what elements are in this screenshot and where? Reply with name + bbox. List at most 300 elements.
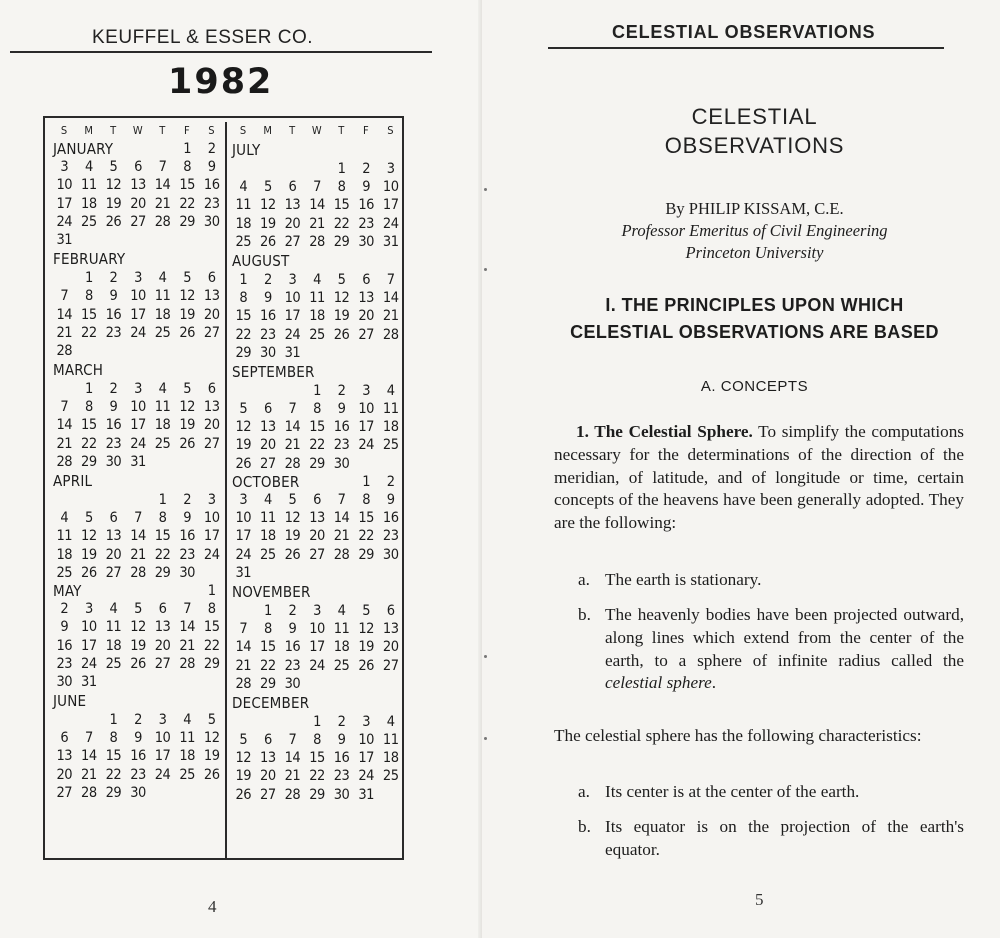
list-item	[578, 781, 964, 804]
calendar-day: 1	[109, 712, 118, 729]
calendar-month	[52, 582, 224, 691]
calendar-day: 16	[130, 748, 146, 765]
calendar-day: 4	[109, 601, 118, 618]
calendar-day: 13	[284, 197, 301, 214]
calendar-day: 2	[183, 492, 192, 508]
calendar-day: 25	[260, 546, 276, 563]
calendar-day: 7	[239, 621, 248, 638]
calendar-day: 13	[56, 748, 73, 765]
calendar-day: 15	[154, 528, 171, 545]
calendar-day: 30	[333, 455, 350, 472]
calendar-day: 31	[358, 786, 374, 803]
calendar-day: 15	[309, 419, 325, 436]
calendar-day: 12	[358, 621, 374, 638]
month-name: OCTOBER	[232, 472, 300, 491]
calendar-day: 22	[333, 215, 350, 232]
calendar-day: 6	[158, 601, 167, 618]
calendar-day: 1	[84, 381, 93, 398]
calendar-day: 1	[207, 582, 216, 599]
calendar-day: 15	[203, 619, 220, 636]
calendar-day: 26	[81, 564, 97, 581]
calendar-day: 26	[130, 655, 146, 672]
weekday-header: S	[208, 124, 216, 137]
calendar-day: 7	[386, 271, 395, 288]
calendar-day: 14	[56, 417, 73, 434]
calendar-day: 29	[333, 233, 350, 250]
calendar-day: 7	[288, 401, 297, 418]
calendar-day: 17	[81, 637, 97, 654]
calendar-day: 31	[235, 564, 252, 581]
month-name: SEPTEMBER	[232, 362, 315, 381]
calendar-day: 9	[337, 732, 346, 749]
calendar-day: 16	[333, 419, 350, 436]
calendar-day: 9	[337, 401, 346, 418]
calendar-day: 25	[309, 326, 325, 343]
calendar-day: 26	[235, 455, 252, 472]
list-marker: a.	[578, 570, 590, 589]
calendar-day: 22	[81, 435, 97, 452]
calendar-day: 9	[362, 179, 371, 196]
calendar-day: 11	[154, 288, 171, 305]
calendar-day: 14	[56, 306, 73, 323]
calendar-day: 11	[154, 399, 171, 416]
calendar-day: 28	[382, 326, 399, 343]
calendar-day: 1	[362, 473, 371, 490]
calendar-day: 22	[179, 195, 195, 212]
calendar-blank	[77, 491, 102, 509]
calendar-day: 20	[56, 766, 73, 783]
calendar-day: 24	[358, 768, 374, 785]
calendar-day: 28	[154, 213, 171, 230]
calendar-day: 23	[260, 326, 276, 343]
calendar-blank	[305, 160, 330, 178]
calendar-day: 12	[105, 177, 122, 194]
calendar-day: 9	[263, 290, 272, 307]
calendar-day: 6	[109, 510, 118, 527]
calendar-day: 8	[362, 492, 371, 508]
weekday-header-row	[52, 124, 224, 140]
calendar-day: 29	[358, 546, 374, 563]
running-head: KEUFFEL & ESSER CO.	[92, 27, 314, 48]
calendar-day: 19	[235, 437, 252, 454]
calendar-day: 14	[81, 748, 97, 765]
calendar-day-grid	[231, 382, 403, 473]
calendar-day: 8	[84, 399, 93, 416]
calendar-day: 2	[207, 141, 216, 157]
calendar-day: 21	[382, 308, 399, 325]
calendar-day: 2	[337, 713, 346, 730]
calendar-day: 28	[56, 342, 73, 359]
calendar-day: 14	[382, 290, 399, 307]
calendar-day: 11	[382, 732, 399, 749]
calendar-day: 15	[333, 197, 350, 214]
calendar-day: 18	[179, 748, 195, 765]
calendar-day: 10	[235, 510, 252, 527]
calendar-day: 11	[309, 290, 325, 307]
weekday-header: T	[289, 124, 296, 137]
section-heading-line: CELESTIAL OBSERVATIONS ARE BASED	[570, 322, 939, 342]
calendar-day: 14	[284, 750, 301, 767]
calendar-day: 15	[105, 748, 122, 765]
calendar-day: 19	[358, 639, 374, 656]
chapter-title	[482, 102, 1000, 160]
calendar-day: 28	[235, 675, 252, 692]
calendar-day: 28	[130, 564, 146, 581]
running-head: CELESTIAL OBSERVATIONS	[612, 22, 876, 42]
calendar-blank	[101, 491, 126, 509]
calendar-column-jan-jun	[52, 124, 224, 802]
calendar-day: 26	[358, 657, 374, 674]
calendar-day: 29	[81, 453, 97, 470]
calendar-day: 13	[105, 528, 122, 545]
calendar-day: 23	[105, 435, 122, 452]
calendar-divider	[225, 122, 227, 858]
list-item	[578, 816, 964, 862]
calendar-day: 20	[309, 528, 325, 545]
calendar-day: 26	[203, 766, 220, 783]
calendar-day: 10	[203, 510, 220, 527]
calendar-day-grid	[231, 160, 403, 251]
calendar-day: 21	[179, 637, 195, 654]
calendar-day: 25	[382, 437, 399, 454]
calendar-day: 6	[60, 730, 69, 747]
calendar-day: 8	[239, 290, 248, 307]
calendar-day: 11	[333, 621, 350, 638]
calendar-day: 3	[158, 712, 167, 729]
calendar-day: 12	[333, 290, 350, 307]
calendar-day: 10	[309, 621, 325, 638]
calendar-day: 5	[183, 381, 192, 398]
calendar-month	[231, 473, 403, 582]
calendar-month	[231, 251, 403, 362]
calendar-day: 6	[386, 602, 395, 619]
calendar-day: 10	[358, 732, 374, 749]
calendar-day: 1	[183, 141, 192, 157]
calendar-day: 26	[260, 233, 276, 250]
list-marker: a.	[578, 782, 590, 801]
calendar-day: 17	[382, 197, 399, 214]
calendar-day: 3	[207, 492, 216, 508]
calendar-month	[52, 471, 224, 582]
calendar-day-grid	[52, 140, 224, 249]
calendar-day: 24	[203, 546, 220, 563]
calendar-day: 13	[260, 750, 276, 767]
calendar-day: 15	[358, 510, 374, 527]
calendar-day: 5	[288, 492, 297, 508]
calendar-day: 23	[105, 324, 122, 341]
calendar-day: 22	[203, 637, 220, 654]
calendar-day-grid	[52, 380, 224, 471]
list-item-text: Its center is at the center of the earth.	[605, 782, 860, 801]
calendar-day: 10	[284, 290, 301, 307]
calendar-day: 21	[284, 768, 301, 785]
calendar-blank	[52, 380, 77, 398]
calendar-day: 19	[179, 417, 195, 434]
calendar-day: 19	[260, 215, 276, 232]
calendar-day: 25	[154, 324, 171, 341]
calendar-day: 4	[183, 712, 192, 729]
calendar-day: 11	[56, 528, 73, 545]
calendar-day: 22	[309, 437, 325, 454]
calendar-day: 20	[130, 195, 146, 212]
calendar-day: 30	[260, 344, 276, 361]
calendar-day: 18	[56, 546, 73, 563]
italic-term: celestial sphere	[605, 673, 712, 693]
calendar-day: 3	[288, 271, 297, 288]
calendar-day: 6	[263, 732, 272, 749]
calendar-day: 4	[313, 271, 321, 288]
header-rule	[10, 51, 432, 53]
calendar-day: 19	[235, 768, 252, 785]
month-name: APRIL	[53, 472, 93, 490]
calendar-day-grid	[231, 713, 403, 804]
calendar-month	[231, 693, 403, 804]
calendar-day: 27	[203, 435, 220, 452]
calendar-day: 24	[56, 213, 73, 230]
calendar-day: 20	[382, 639, 399, 656]
body-paragraph: The celestial sphere has the following characteristics:	[554, 726, 922, 745]
calendar-day: 13	[203, 288, 220, 305]
calendar-day: 8	[263, 621, 272, 638]
calendar-day: 24	[130, 324, 146, 341]
calendar-day: 19	[333, 308, 350, 325]
calendar-day: 22	[81, 324, 97, 341]
calendar-day: 30	[56, 673, 73, 690]
calendar-day-grid	[52, 711, 224, 802]
calendar-day: 5	[263, 179, 272, 196]
calendar-day: 14	[309, 197, 325, 214]
calendar-blank	[256, 713, 281, 731]
calendar-day: 30	[105, 453, 122, 470]
calendar-day: 6	[288, 179, 297, 196]
calendar-day: 27	[260, 786, 276, 803]
weekday-header: F	[184, 124, 191, 137]
calendar-day: 13	[382, 621, 399, 638]
calendar-day: 30	[203, 213, 220, 230]
calendar-day: 15	[81, 417, 97, 434]
calendar-day: 9	[386, 492, 395, 508]
weekday-header-row	[231, 124, 403, 140]
calendar-day: 22	[309, 768, 325, 785]
calendar-day: 31	[382, 233, 399, 250]
calendar-day: 16	[260, 308, 276, 325]
calendar-day: 19	[284, 528, 301, 545]
calendar-day: 3	[134, 381, 142, 398]
weekday-header: T	[338, 124, 345, 137]
calendar-day: 4	[239, 179, 248, 196]
month-name: MARCH	[53, 361, 104, 380]
paper-speck	[484, 268, 487, 271]
calendar-day: 21	[235, 657, 252, 674]
calendar-day: 12	[260, 197, 276, 214]
chapter-title-line: OBSERVATIONS	[664, 133, 845, 158]
calendar-day: 13	[358, 290, 374, 307]
calendar-day: 23	[130, 766, 146, 783]
calendar-day: 30	[358, 233, 374, 250]
page-number: 4	[208, 897, 217, 916]
calendar-day: 21	[56, 435, 73, 452]
calendar-day: 20	[260, 437, 276, 454]
calendar-blank	[231, 160, 256, 178]
calendar-day: 24	[309, 657, 325, 674]
calendar-day: 28	[81, 784, 97, 801]
calendar-day: 18	[235, 215, 252, 232]
calendar-blank	[256, 160, 281, 178]
calendar-day: 27	[154, 655, 171, 672]
list-item-text: Its equator is on the projection of the earth's equator.	[605, 817, 964, 859]
calendar-day: 26	[235, 786, 252, 803]
calendar-day: 24	[81, 655, 97, 672]
calendar-day: 1	[239, 271, 248, 288]
calendar-day: 4	[386, 713, 395, 730]
calendar-day: 20	[105, 546, 122, 563]
calendar-day: 22	[105, 766, 122, 783]
calendar-day: 4	[337, 602, 346, 619]
calendar-day: 9	[60, 619, 69, 636]
calendar-day: 1	[263, 602, 272, 619]
calendar-day: 8	[109, 730, 118, 747]
calendar-day: 29	[203, 655, 220, 672]
calendar-day: 27	[382, 657, 399, 674]
calendar-day: 16	[56, 637, 73, 654]
calendar-day: 8	[207, 601, 216, 618]
calendar-day: 10	[130, 399, 146, 416]
calendar-month	[52, 249, 224, 360]
calendar-day: 13	[130, 177, 146, 194]
calendar-day: 22	[260, 657, 276, 674]
calendar-day: 10	[358, 401, 374, 418]
weekday-header: M	[84, 124, 94, 137]
paper-speck	[484, 188, 487, 191]
calendar-day: 12	[203, 730, 220, 747]
right-page	[482, 0, 1000, 938]
calendar-day: 23	[56, 655, 73, 672]
calendar-day: 8	[313, 732, 321, 749]
calendar-day: 14	[130, 528, 146, 545]
calendar-day: 15	[260, 639, 276, 656]
calendar-day: 13	[154, 619, 171, 636]
calendar-day: 30	[179, 564, 195, 581]
chapter-title-line: CELESTIAL	[691, 104, 818, 129]
calendar-day-grid	[52, 491, 224, 582]
calendar-day: 4	[386, 382, 395, 399]
calendar-day: 26	[333, 326, 350, 343]
calendar-day: 6	[263, 401, 272, 418]
calendar-day: 31	[130, 453, 146, 470]
calendar-day: 16	[105, 417, 122, 434]
section-heading-line: I. THE PRINCIPLES UPON WHICH	[605, 295, 904, 315]
calendar-day: 8	[313, 401, 321, 418]
calendar-day: 16	[105, 306, 122, 323]
calendar-day: 12	[81, 528, 97, 545]
calendar-day: 16	[179, 528, 195, 545]
calendar-day: 25	[56, 564, 73, 581]
calendar-day: 24	[284, 326, 301, 343]
calendar-day: 29	[154, 564, 171, 581]
calendar-blank	[52, 491, 77, 509]
calendar-day: 6	[207, 270, 216, 287]
calendar-day: 9	[109, 288, 118, 305]
calendar-year: 1982	[168, 62, 274, 102]
weekday-header: M	[263, 124, 273, 137]
calendar-day: 2	[362, 161, 371, 177]
calendar-day: 11	[260, 510, 276, 527]
calendar-day: 15	[179, 177, 195, 194]
calendar-day: 14	[179, 619, 195, 636]
calendar-day: 24	[382, 215, 399, 232]
calendar-day: 26	[179, 324, 195, 341]
calendar-day: 25	[154, 435, 171, 452]
calendar-day: 28	[56, 453, 73, 470]
calendar-day: 3	[60, 159, 69, 176]
calendar-day: 1	[313, 713, 321, 730]
calendar-day: 16	[358, 197, 374, 214]
calendar-day: 14	[333, 510, 350, 527]
calendar-day: 20	[203, 306, 220, 323]
calendar-day: 4	[158, 270, 167, 287]
calendar-day: 30	[130, 784, 146, 801]
calendar-day: 21	[154, 195, 171, 212]
calendar-day: 3	[362, 713, 371, 730]
calendar-month	[52, 360, 224, 471]
calendar-day: 20	[154, 637, 171, 654]
calendar-day: 7	[134, 510, 142, 527]
calendar-day: 7	[84, 730, 93, 747]
calendar-month	[52, 691, 224, 802]
calendar-day: 23	[358, 215, 374, 232]
calendar-day-grid	[231, 602, 403, 693]
body-paragraph	[554, 421, 964, 535]
calendar-day: 6	[134, 159, 142, 176]
calendar-day: 25	[333, 657, 350, 674]
calendar-day: 25	[382, 768, 399, 785]
calendar-day: 27	[309, 546, 325, 563]
header-rule	[548, 47, 944, 49]
calendar-day: 14	[235, 639, 252, 656]
calendar-month	[231, 140, 403, 251]
calendar-day: 15	[235, 308, 252, 325]
calendar-day: 17	[284, 308, 301, 325]
calendar-day: 12	[179, 399, 195, 416]
calendar-day-grid	[231, 271, 403, 362]
calendar-day: 17	[56, 195, 73, 212]
calendar-day: 7	[183, 601, 192, 618]
calendar-day: 2	[109, 270, 118, 287]
calendar-blank	[77, 711, 102, 729]
calendar-day: 9	[207, 159, 216, 176]
calendar-day: 28	[284, 455, 301, 472]
calendar-day: 2	[337, 382, 346, 399]
calendar-day: 18	[154, 417, 171, 434]
calendar-day: 8	[158, 510, 167, 527]
calendar-day: 27	[358, 326, 374, 343]
calendar-day: 10	[382, 179, 399, 196]
weekday-header: F	[363, 124, 370, 137]
calendar-blank	[52, 711, 77, 729]
calendar-day: 21	[309, 215, 325, 232]
calendar-day: 5	[207, 712, 216, 729]
weekday-header: T	[159, 124, 166, 137]
calendar-day: 5	[84, 510, 93, 527]
list-item	[578, 604, 964, 695]
sub-heading: A. CONCEPTS	[700, 378, 809, 395]
calendar-day: 22	[154, 546, 171, 563]
calendar-day: 20	[260, 768, 276, 785]
calendar-day: 28	[333, 546, 350, 563]
calendar-day: 19	[130, 637, 146, 654]
calendar-blank	[52, 269, 77, 287]
calendar-month	[231, 362, 403, 473]
